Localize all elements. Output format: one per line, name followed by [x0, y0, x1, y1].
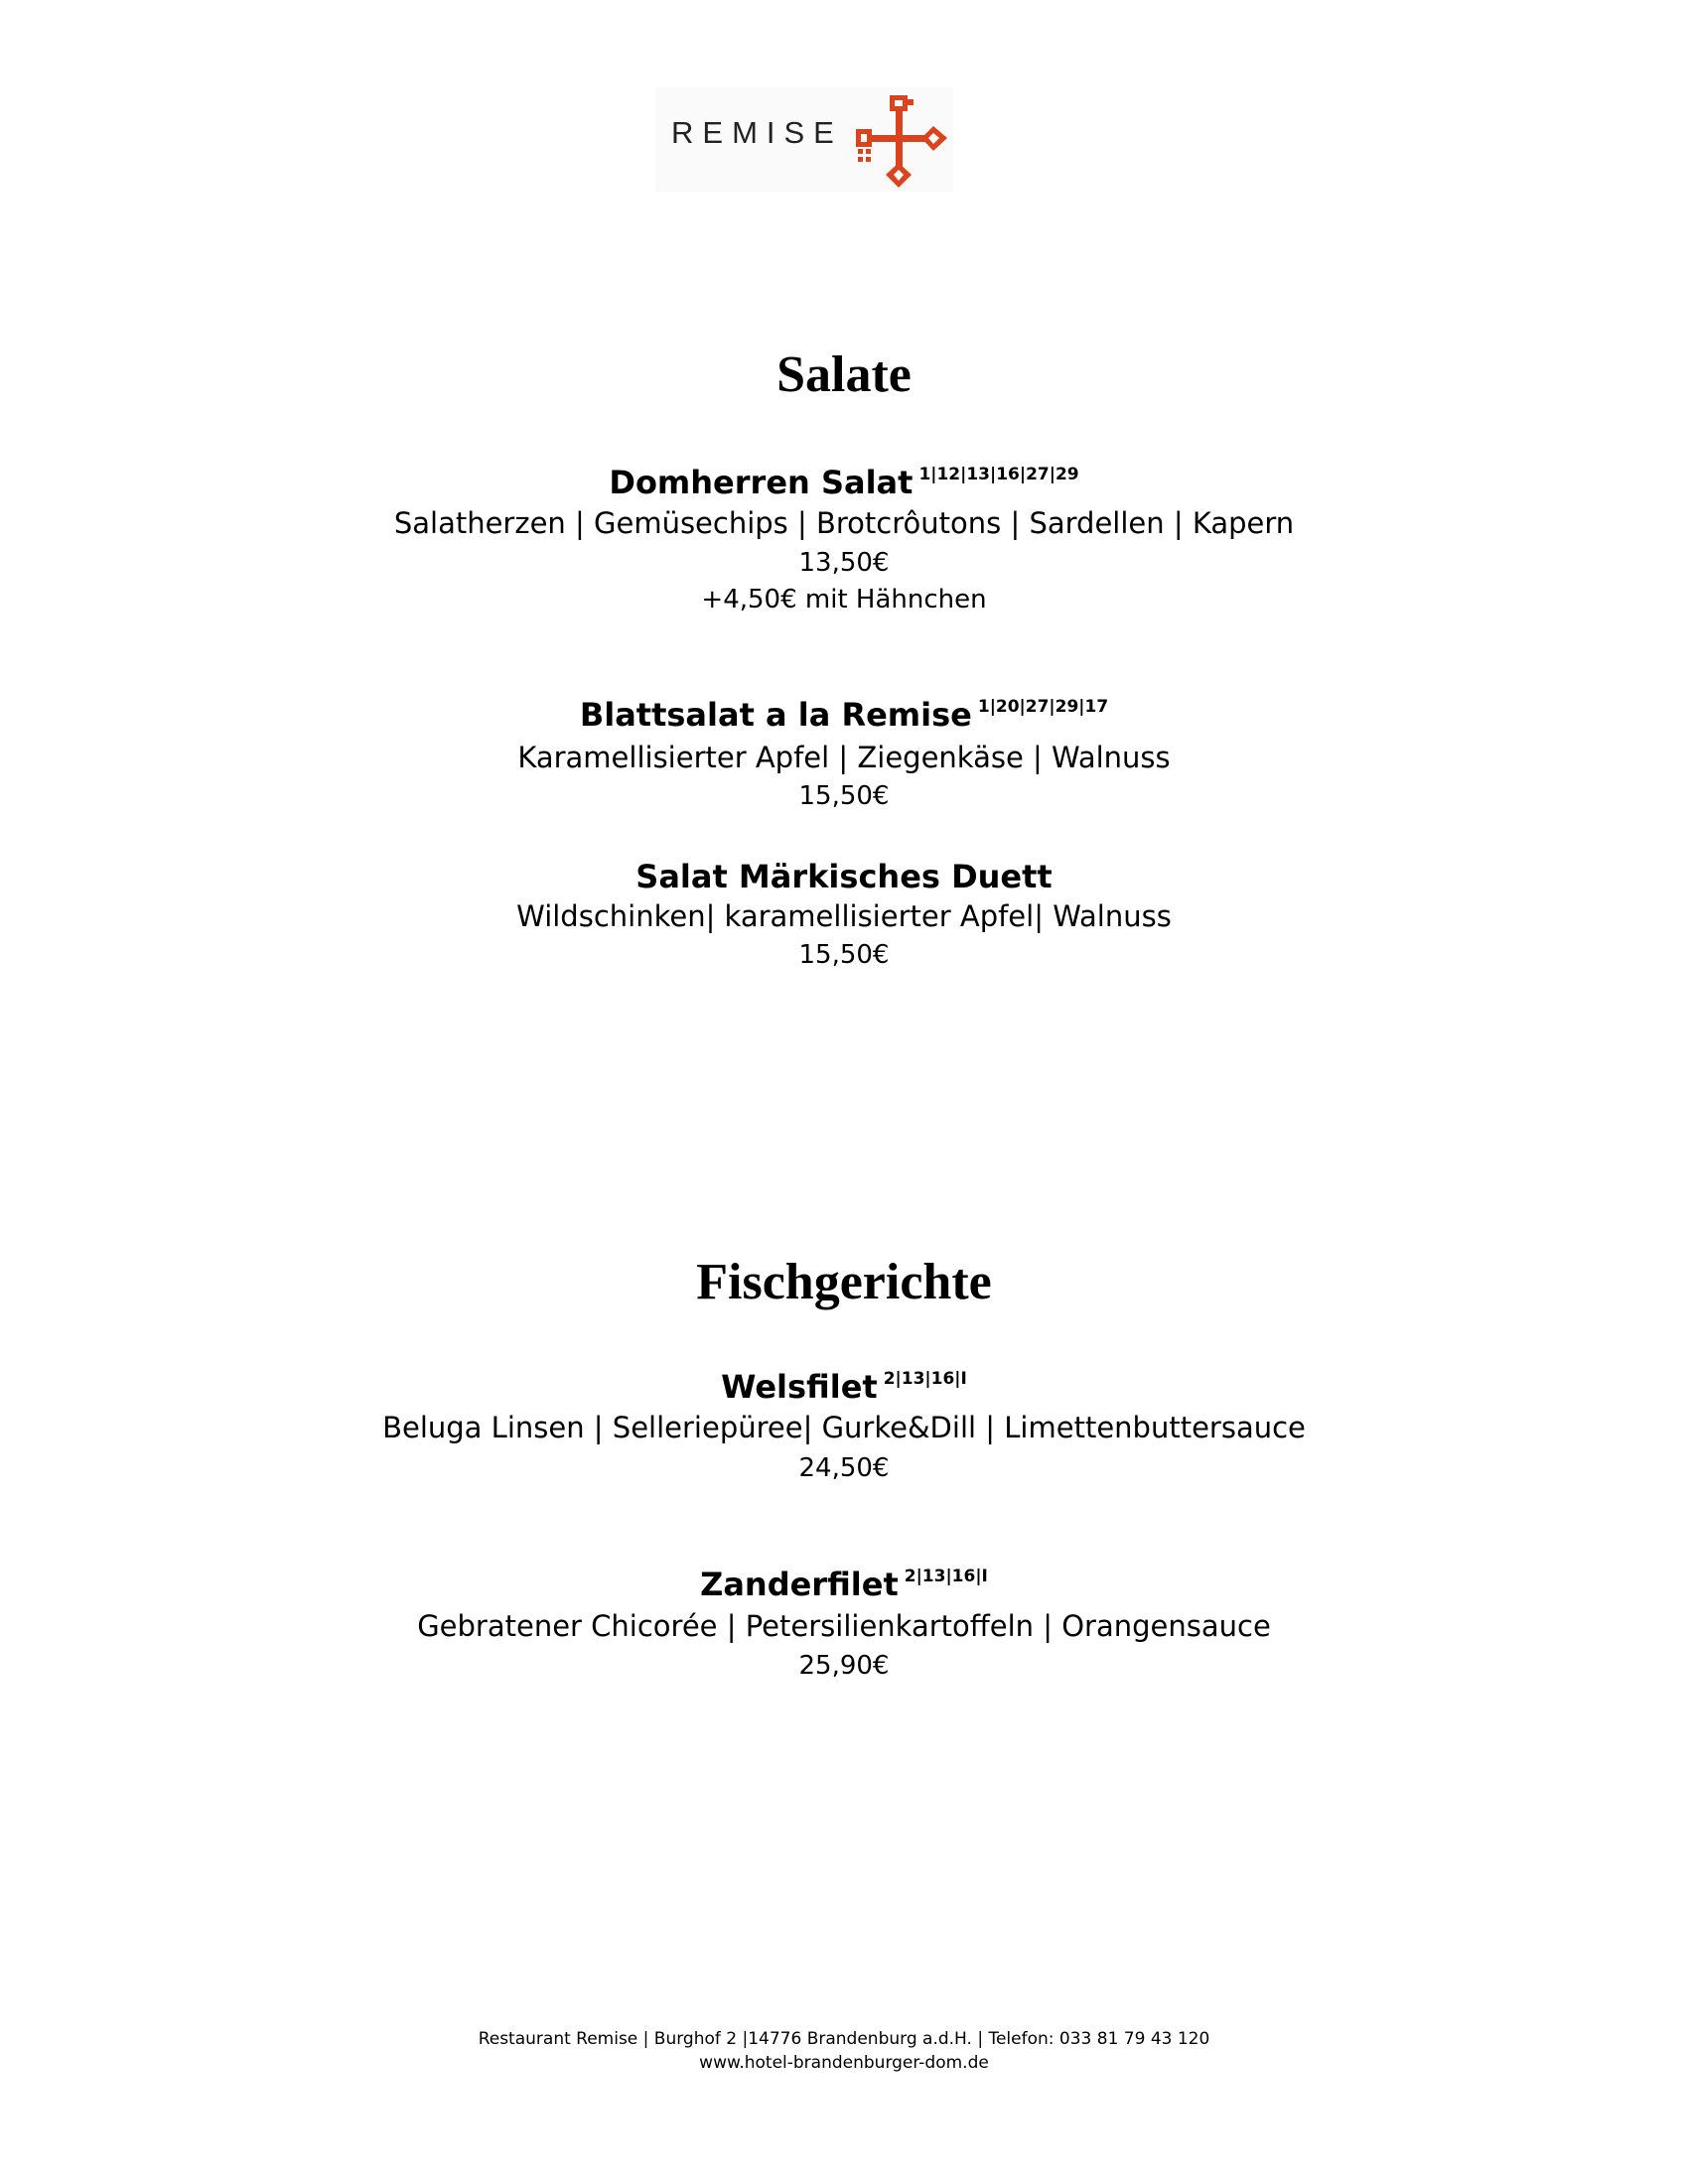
item-name: Salat Märkisches Duett [635, 858, 1053, 895]
section-salate [0, 345, 1688, 404]
section-title: Fischgerichte [696, 1254, 992, 1310]
allergen-codes: 2|13|16|I [883, 1369, 967, 1389]
section-fischgerichte [0, 1253, 1688, 1311]
item-description: Salatherzen | Gemüsechips | Brotcrôutons | Sardellen | Kapern [393, 506, 1295, 540]
footer-website-link[interactable]: www.hotel-brandenburger-dom.de [699, 2053, 989, 2073]
footer-address: Restaurant Remise | Burghof 2 |14776 Brandenburg a.d.H. | Telefon: 033 81 79 43 120 [478, 2029, 1210, 2049]
item-price: 15,50€ [798, 781, 890, 811]
item-name: Welsfilet [721, 1368, 878, 1406]
allergen-codes: 1|20|27|29|17 [977, 697, 1109, 717]
item-price: 24,50€ [798, 1453, 890, 1483]
item-price: 13,50€ [798, 548, 890, 578]
allergen-codes: 2|13|16|I [904, 1567, 988, 1586]
item-name: Domherren Salat [609, 464, 914, 501]
item-extra-price: +4,50€ mit Hähnchen [701, 585, 987, 614]
item-description: Wildschinken| karamellisierter Apfel| Walnuss [516, 899, 1172, 933]
menu-item [0, 1566, 1688, 1603]
section-title: Salate [776, 346, 912, 403]
crossed-keys-emblem-icon [854, 93, 949, 189]
menu-item [0, 858, 1688, 895]
menu-item [0, 696, 1688, 734]
item-name: Blattsalat a la Remise [579, 696, 972, 734]
item-price: 25,90€ [798, 1651, 890, 1681]
item-description: Karamellisierter Apfel | Ziegenkäse | Walnuss [517, 741, 1171, 774]
menu-item [0, 464, 1688, 501]
item-description: Gebratener Chicorée | Petersilienkartoffeln | Orangensauce [417, 1609, 1271, 1643]
restaurant-logo [655, 87, 953, 192]
item-price: 15,50€ [798, 940, 890, 970]
menu-item [0, 1368, 1688, 1406]
item-name: Zanderfilet [700, 1566, 899, 1603]
logo-wordmark: REMISE [671, 115, 843, 150]
item-description: Beluga Linsen | Selleriepüree| Gurke&Dill | Limettenbuttersauce [382, 1411, 1306, 1444]
allergen-codes: 1|12|13|16|27|29 [918, 465, 1079, 484]
